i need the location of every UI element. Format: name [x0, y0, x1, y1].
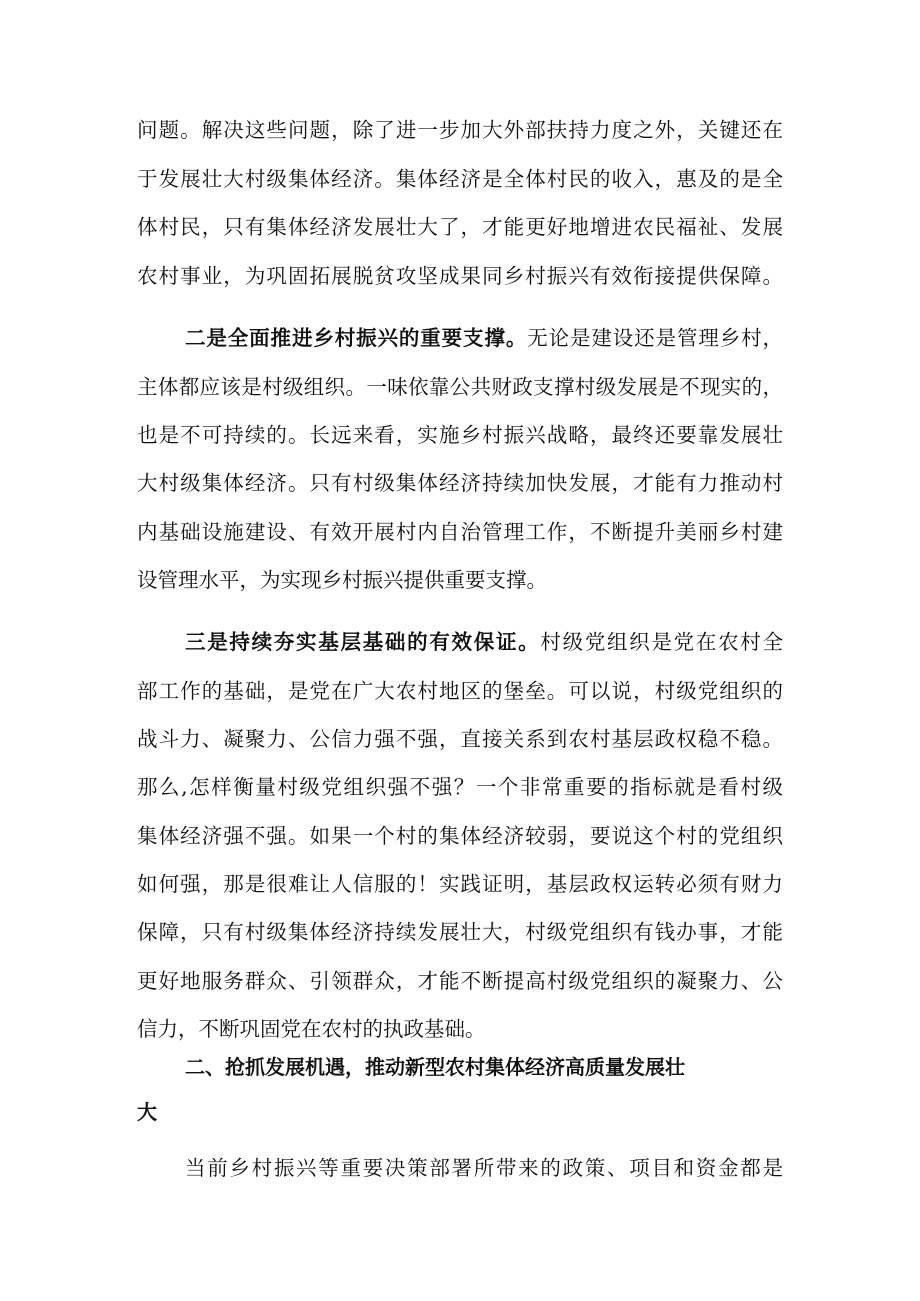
paragraph-2-line-1 — [185, 323, 783, 353]
paragraph-3-lead: 三是持续夯实基层基础的有效保证。 — [185, 630, 541, 654]
paragraph-1-line-3: 体村民，只有集体经济发展壮大了，才能更好地增进农民福祉、发展 — [137, 215, 783, 239]
section-heading-line-1: 二、抢抓发展机遇，推动新型农村集体经济高质量发展壮 — [185, 1055, 685, 1079]
paragraph-3-line-6: 如何强，那是很难让人信服的！实践证明，基层政权运转必须有财力 — [137, 872, 783, 896]
paragraph-2-line-5: 内基础设施建设、有效开展村内自治管理工作，不断提升美丽乡村建 — [137, 520, 783, 544]
paragraph-1-line-1: 问题。解决这些问题，除了进一步加大外部扶持力度之外，关键还在 — [137, 118, 783, 142]
paragraph-2-line-1-rest: 无论是建设还是管理乡村， — [527, 326, 784, 350]
paragraph-1-line-4: 农村事业，为巩固拓展脱贫攻坚成果同乡村振兴有效衔接提供保障。 — [137, 264, 783, 288]
paragraph-3-line-1-rest: 村级党组织是党在农村全 — [540, 630, 784, 654]
paragraph-2-line-3: 也是不可持续的。长远来看，实施乡村振兴战略，最终还要靠发展壮 — [137, 423, 783, 447]
paragraph-3-line-4: 那么,怎样衡量村级党组织强不强？一个非常重要的指标就是看村级 — [137, 775, 783, 799]
paragraph-3-line-8: 更好地服务群众、引领群众，才能不断提高村级党组织的凝聚力、公 — [137, 969, 783, 993]
paragraph-4-line-1: 当前乡村振兴等重要决策部署所带来的政策、项目和资金都是 — [185, 1156, 783, 1180]
paragraph-3-line-3: 战斗力、凝聚力、公信力强不强，直接关系到农村基层政权稳不稳。 — [137, 727, 783, 751]
paragraph-2-line-2: 主体都应该是村级组织。一味依靠公共财政支撑村级发展是不现实的， — [137, 375, 783, 399]
paragraph-2-line-4: 大村级集体经济。只有村级集体经济持续加快发展，才能有力推动村 — [137, 471, 783, 495]
paragraph-3-line-9: 信力，不断巩固党在农村的执政基础。 — [137, 1017, 486, 1041]
section-heading-line-2: 大 — [137, 1100, 157, 1124]
paragraph-3-line-7: 保障，只有村级集体经济持续发展壮大，村级党组织有钱办事，才能 — [137, 920, 783, 944]
paragraph-2-line-6: 设管理水平，为实现乡村振兴提供重要支撑。 — [137, 568, 547, 592]
paragraph-3-line-5: 集体经济强不强。如果一个村的集体经济较弱，要说这个村的党组织 — [137, 824, 783, 848]
paragraph-1-line-2: 于发展壮大村级集体经济。集体经济是全体村民的收入，惠及的是全 — [137, 167, 783, 191]
paragraph-3-line-1 — [185, 627, 783, 657]
paragraph-2-lead: 二是全面推进乡村振兴的重要支撑。 — [185, 326, 528, 350]
paragraph-3-line-2: 部工作的基础，是党在广大农村地区的堡垒。可以说，村级党组织的 — [137, 679, 783, 703]
